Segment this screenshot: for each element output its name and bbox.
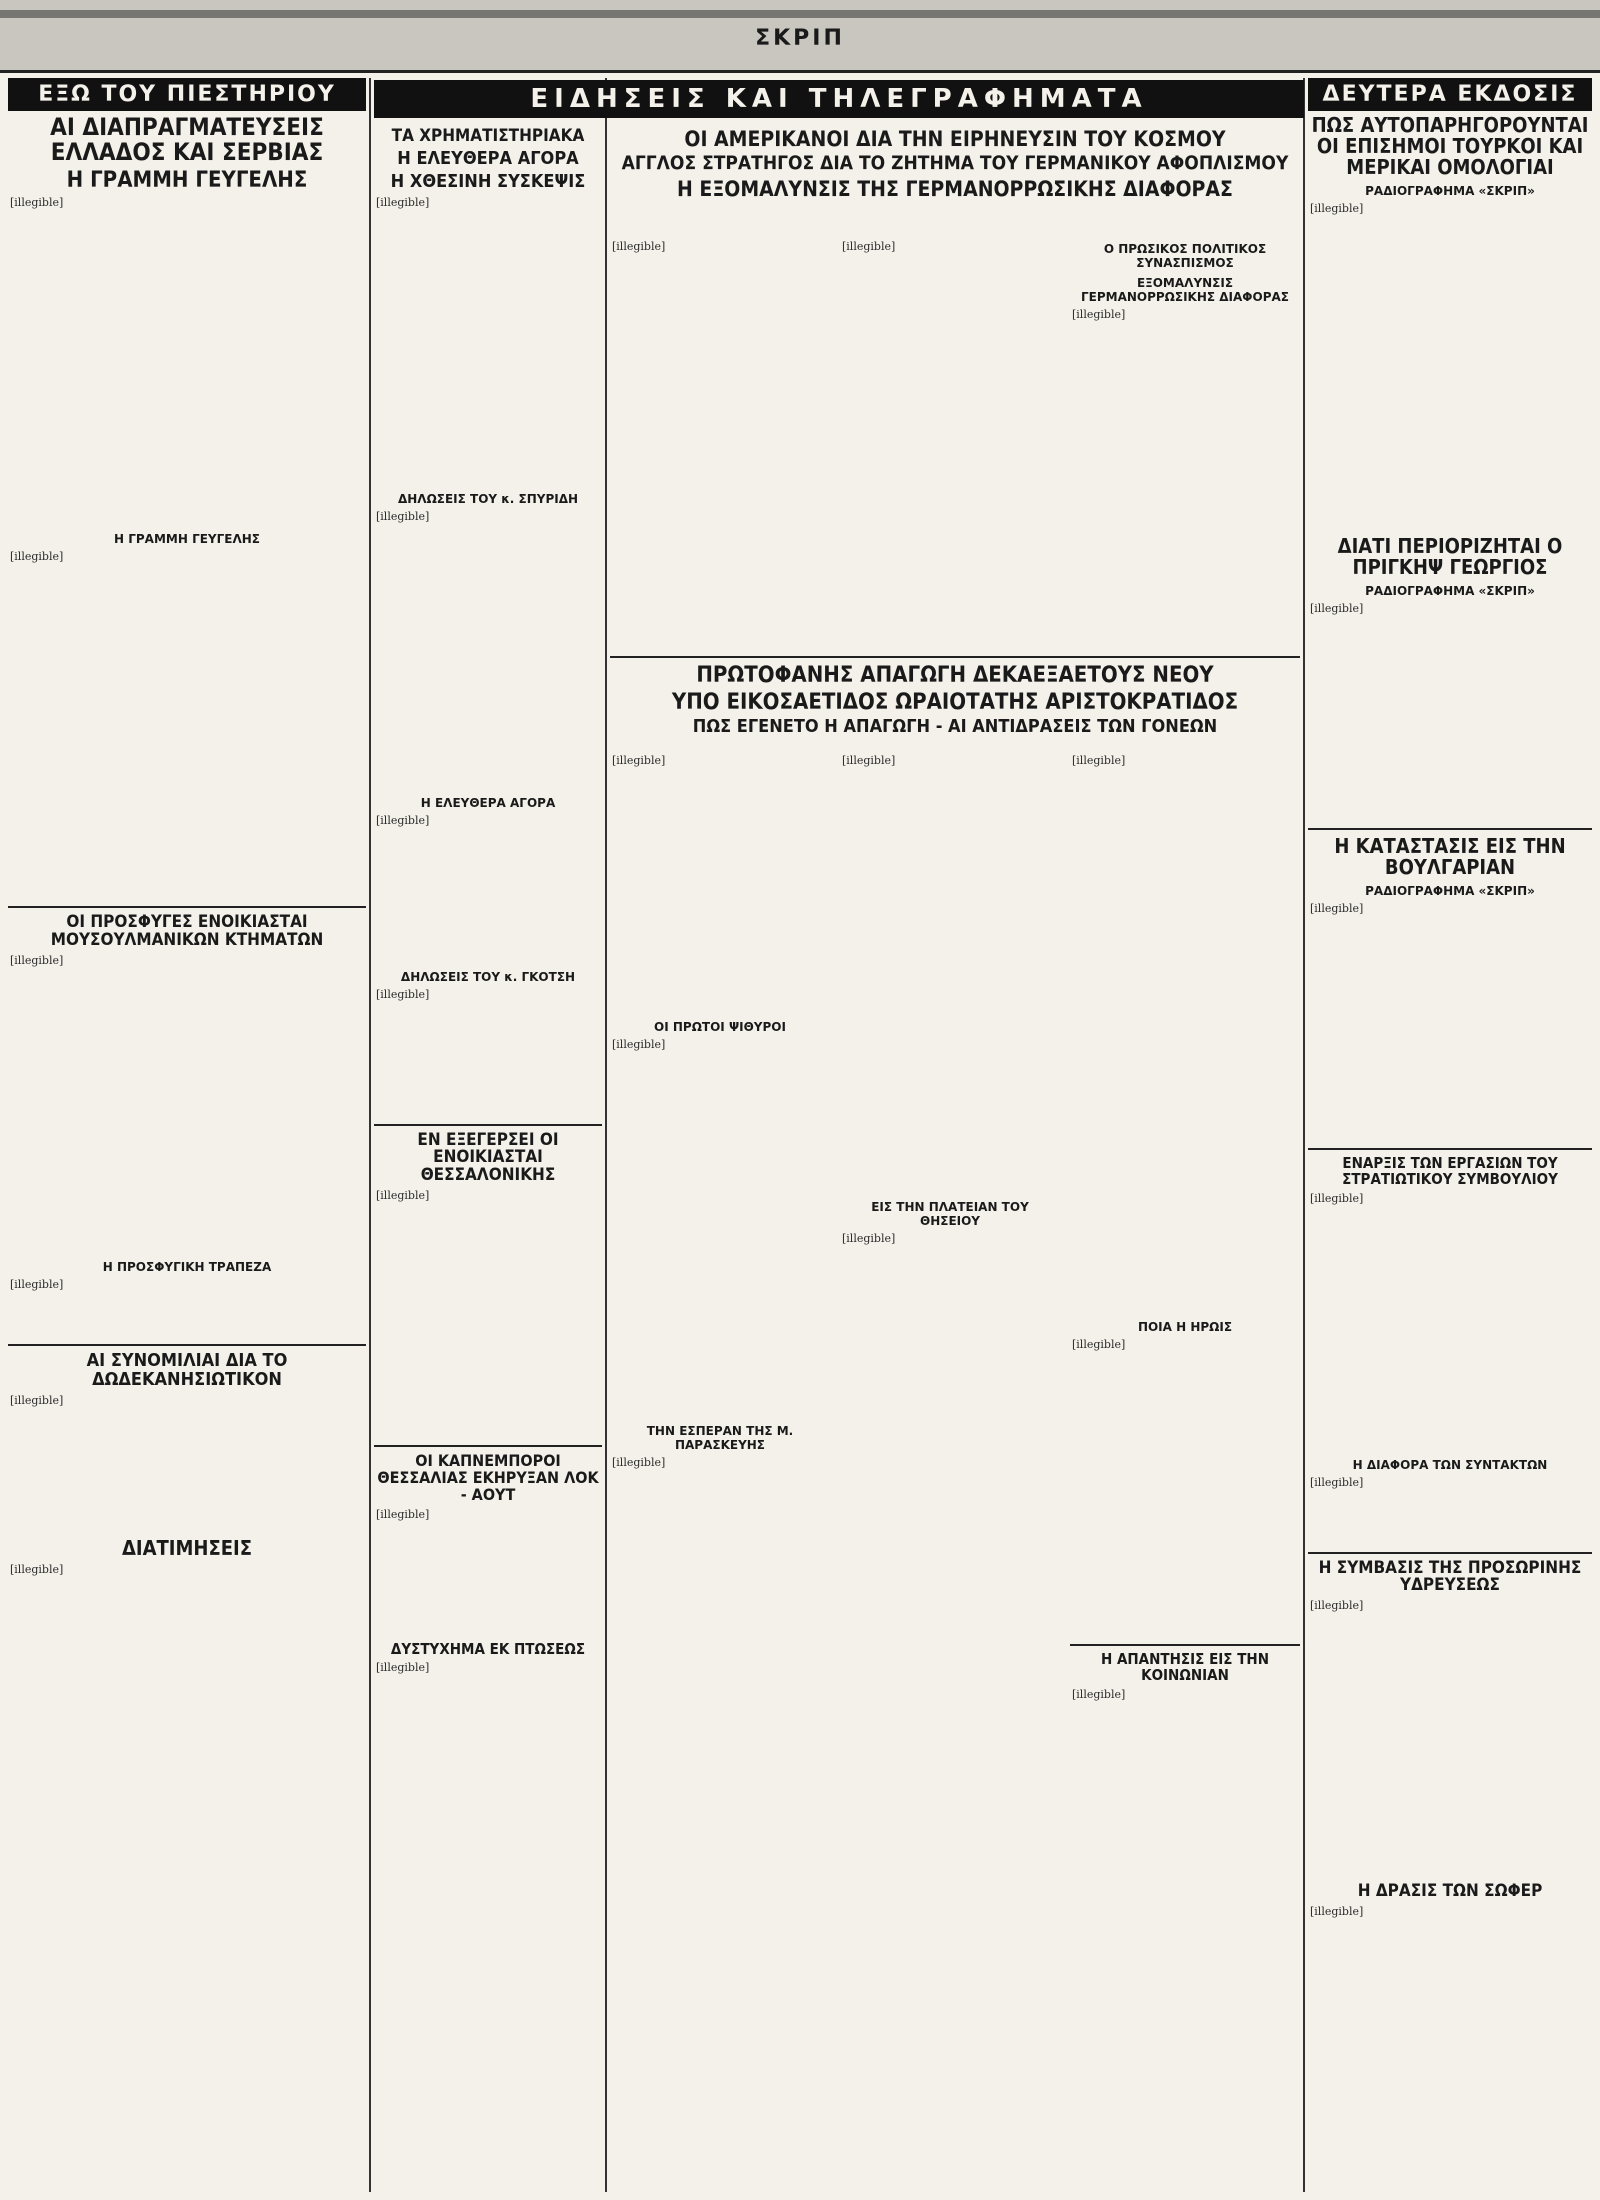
dateline: ΡΑΔΙΟΓΡΑΦΗΜΑ «ΣΚΡΙΠ» (1365, 884, 1535, 898)
article-text: [illegible] (376, 195, 430, 209)
article-text: [illegible] (376, 1661, 430, 1675)
article-text: [illegible] (842, 754, 896, 767)
headline: ΤΑ ΧΡΗΜΑΤΙΣΤΗΡΙΑΚΑ (391, 126, 585, 146)
headline: ΠΩΣ ΕΓΕΝΕΤΟ Η ΑΠΑΓΩΓΗ - ΑΙ ΑΝΤΙΔΡΑΣΕΙΣ ΤΩΝ ΓΟΝΕΩΝ (692, 716, 1218, 738)
headline: Η ΣΥΜΒΑΣΙΣ ΤΗΣ ΠΡΟΣΩΡΙΝΗΣ ΥΔΡΕΥΣΕΩΣ (1318, 1557, 1582, 1596)
divider (1308, 1148, 1592, 1150)
headline: ΟΙ ΑΜΕΡΙΚΑΝΟΙ ΔΙΑ ΤΗΝ ΕΙΡΗΝΕΥΣΙΝ ΤΟΥ ΚΟΣΜΟΥ (684, 127, 1226, 151)
article-text: [illegible] (10, 954, 64, 968)
article-text: [illegible] (10, 1393, 64, 1407)
headline: ΔΙΑΤΙΜΗΣΕΙΣ (121, 1535, 253, 1560)
headline: ΟΙ ΠΡΟΣΦΥΓΕΣ ΕΝΟΙΚΙΑΣΤΑΙ ΜΟΥΣΟΥΛΜΑΝΙΚΩΝ ΚΤΗΜΑΤΩΝ (50, 912, 324, 951)
lead-column (840, 236, 1060, 636)
article-text: [illegible] (376, 987, 430, 1001)
headline: ΔΥΣΤΥΧΗΜΑ ΕΚ ΠΤΩΣΕΩΣ (390, 1639, 586, 1658)
article-text: [illegible] (1072, 308, 1126, 321)
divider (1308, 828, 1592, 830)
lead-story (610, 124, 1300, 644)
headline: ΟΙ ΚΑΠΝΕΜΠΟΡΟΙ ΘΕΣΣΑΛΙΑΣ ΕΚΗΡΥΞΑΝ ΛΟΚ - ΑΟΥΤ (377, 1451, 599, 1504)
section-banner: ΕΞΩ ΤΟΥ ΠΙΕΣΤΗΡΙΟΥ (8, 78, 366, 111)
column-rule (605, 78, 607, 2192)
headline: ΠΡΩΤΟΦΑΝΗΣ ΑΠΑΓΩΓΗ ΔΕΚΑΕΞΑΕΤΟΥΣ ΝΕΟΥ (696, 663, 1214, 688)
headline: Η ΚΑΤΑΣΤΑΣΙΣ ΕΙΣ ΤΗΝ ΒΟΥΛΓΑΡΙΑΝ (1334, 834, 1566, 879)
subheading: ΔΗΛΩΣΕΙΣ ΤΟΥ κ. ΣΠΥΡΙΔΗ (397, 491, 579, 506)
headline: Η ΑΠΑΝΤΗΣΙΣ ΕΙΣ ΤΗΝ ΚΟΙΝΩΝΙΑΝ (1100, 1650, 1270, 1684)
subheading: ΠΟΙΑ Η ΗΡΩΙΣ (1137, 1320, 1233, 1334)
subheading: ΕΞΟΜΑΛΥΝΣΙΣ ΓΕΡΜΑΝΟΡΡΩΣΙΚΗΣ ΔΙΑΦΟΡΑΣ (1080, 276, 1289, 304)
headline: ΔΙΑΤΙ ΠΕΡΙΟΡΙΖΗΤΑΙ Ο ΠΡΙΓΚΗΨ ΓΕΩΡΓΙΟΣ (1337, 534, 1563, 579)
article-text: [illegible] (612, 754, 666, 767)
subheading: Η ΓΡΑΜΜΗ ΓΕΥΓΕΛΗΣ (114, 532, 260, 547)
subheading: Η ΠΡΟΣΦΥΓΙΚΗ ΤΡΑΠΕΖΑ (102, 1260, 272, 1275)
dateline: ΡΑΔΙΟΓΡΑΦΗΜΑ «ΣΚΡΙΠ» (1365, 184, 1535, 198)
section-banner: ΕΙΔΗΣΕΙΣ ΚΑΙ ΤΗΛΕΓΡΑΦΗΜΑΤΑ (374, 80, 1304, 118)
article-text: [illegible] (10, 550, 64, 564)
article-text: [illegible] (1072, 1687, 1126, 1701)
section-banner: ΔΕΥΤΕΡΑ ΕΚΔΟΣΙΣ (1308, 78, 1592, 111)
headline: Η ΕΛΕΥΘΕΡΑ ΑΓΟΡΑ (397, 147, 579, 169)
subheading: Ο ΠΡΩΣΙΚΟΣ ΠΟΛΙΤΙΚΟΣ ΣΥΝΑΣΠΙΣΜΟΣ (1103, 242, 1267, 270)
headline: Η ΧΘΕΣΙΝΗ ΣΥΣΚΕΨΙΣ (390, 170, 586, 192)
story-column (1070, 750, 1300, 2180)
article-text: [illegible] (1310, 202, 1364, 215)
subheading: ΟΙ ΠΡΩΤΟΙ ΨΙΘΥΡΟΙ (654, 1020, 786, 1034)
masthead (0, 0, 1600, 73)
column-2 (374, 124, 602, 2192)
article-text: [illegible] (376, 813, 430, 827)
story-column (610, 750, 830, 2180)
headline: ΕΝΑΡΞΙΣ ΤΩΝ ΕΡΓΑΣΙΩΝ ΤΟΥ ΣΤΡΑΤΙΩΤΙΚΟΥ ΣΥΜΒΟΥΛΙΟΥ (1342, 1154, 1558, 1188)
masthead-rule (0, 10, 1600, 18)
article-text: [illegible] (1310, 1191, 1364, 1205)
article-text: [illegible] (1310, 1599, 1364, 1613)
divider (610, 656, 1300, 658)
article-text: [illegible] (376, 509, 430, 523)
article-text: [illegible] (612, 240, 666, 253)
headline: ΠΩΣ ΑΥΤΟΠΑΡΗΓΟΡΟΥΝΤΑΙ ΟΙ ΕΠΙΣΗΜΟΙ ΤΟΥΡΚΟΙ ΚΑΙ ΜΕΡΙΚΑΙ ΟΜΟΛΟΓΙΑΙ (1311, 113, 1589, 179)
column-1 (8, 78, 366, 2192)
subheading: ΤΗΝ ΕΣΠΕΡΑΝ ΤΗΣ Μ. ΠΑΡΑΣΚΕΥΗΣ (646, 1424, 794, 1452)
headline: ΑΙ ΣΥΝΟΜΙΛΙΑΙ ΔΙΑ ΤΟ ΔΩΔΕΚΑΝΗΣΙΩΤΙΚΟΝ (86, 1350, 288, 1391)
article-text: [illegible] (842, 1232, 896, 1245)
article-text: [illegible] (10, 196, 64, 210)
headline: Η ΕΞΟΜΑΛΥΝΣΙΣ ΤΗΣ ΓΕΡΜΑΝΟΡΡΩΣΙΚΗΣ ΔΙΑΦΟΡΑΣ (677, 176, 1233, 201)
lead-column (1070, 236, 1300, 636)
article-text: [illegible] (1310, 602, 1364, 615)
divider (1308, 1552, 1592, 1554)
article-text: [illegible] (1072, 754, 1126, 767)
headline: ΑΙ ΔΙΑΠΡΑΓΜΑΤΕΥΣΕΙΣ ΕΛΛΑΔΟΣ ΚΑΙ ΣΕΡΒΙΑΣ (50, 113, 324, 167)
divider (8, 1344, 366, 1346)
lead-column (610, 236, 830, 636)
headline: ΕΝ ΕΞΕΓΕΡΣΕΙ ΟΙ ΕΝΟΙΚΙΑΣΤΑΙ ΘΕΣΣΑΛΟΝΙΚΗΣ (417, 1129, 559, 1186)
divider (1070, 1644, 1300, 1646)
article-text: [illegible] (842, 240, 896, 253)
subheading: ΕΙΣ ΤΗΝ ΠΛΑΤΕΙΑΝ ΤΟΥ ΘΗΣΕΙΟΥ (871, 1200, 1029, 1228)
column-rule (369, 78, 371, 2192)
kidnapping-story (610, 650, 1300, 2190)
masthead-name: ΣΚΡΙΠ (755, 26, 845, 51)
article-text: [illegible] (612, 1038, 666, 1051)
subheading: Η ΕΛΕΥΘΕΡΑ ΑΓΟΡΑ (420, 795, 556, 810)
divider (374, 1124, 602, 1126)
headline: ΥΠΟ ΕΙΚΟΣΑΕΤΙΔΟΣ ΩΡΑΙΟΤΑΤΗΣ ΑΡΙΣΤΟΚΡΑΤΙΔΟΣ (671, 690, 1239, 716)
divider (374, 1445, 602, 1447)
headline: ΑΓΓΛΟΣ ΣΤΡΑΤΗΓΟΣ ΔΙΑ ΤΟ ΖΗΤΗΜΑ ΤΟΥ ΓΕΡΜΑΝΙΚΟΥ ΑΦΟΠΛΙΣΜΟΥ (621, 152, 1289, 175)
dateline: ΡΑΔΙΟΓΡΑΦΗΜΑ «ΣΚΡΙΠ» (1365, 584, 1535, 598)
divider (8, 906, 366, 908)
subheading: ΔΗΛΩΣΕΙΣ ΤΟΥ κ. ΓΚΟΤΣΗ (400, 969, 576, 984)
article-text: [illegible] (10, 1562, 64, 1576)
article-text: [illegible] (1310, 1905, 1364, 1919)
column-rule (1303, 78, 1305, 2192)
headline: Η ΔΡΑΣΙΣ ΤΩΝ ΣΩΦΕΡ (1357, 1881, 1543, 1902)
article-text: [illegible] (376, 1189, 430, 1203)
column-5 (1308, 78, 1592, 2192)
subheading: Η ΔΙΑΦΟΡΑ ΤΩΝ ΣΥΝΤΑΚΤΩΝ (1352, 1457, 1548, 1472)
article-text: [illegible] (10, 1278, 64, 1292)
article-text: [illegible] (1072, 1338, 1126, 1351)
article-text: [illegible] (612, 1456, 666, 1469)
headline: Η ΓΡΑΜΜΗ ΓΕΥΓΕΛΗΣ (66, 168, 308, 194)
article-text: [illegible] (376, 1507, 430, 1521)
article-text: [illegible] (1310, 902, 1364, 915)
article-text: [illegible] (1310, 1475, 1364, 1489)
story-column (840, 750, 1060, 2180)
